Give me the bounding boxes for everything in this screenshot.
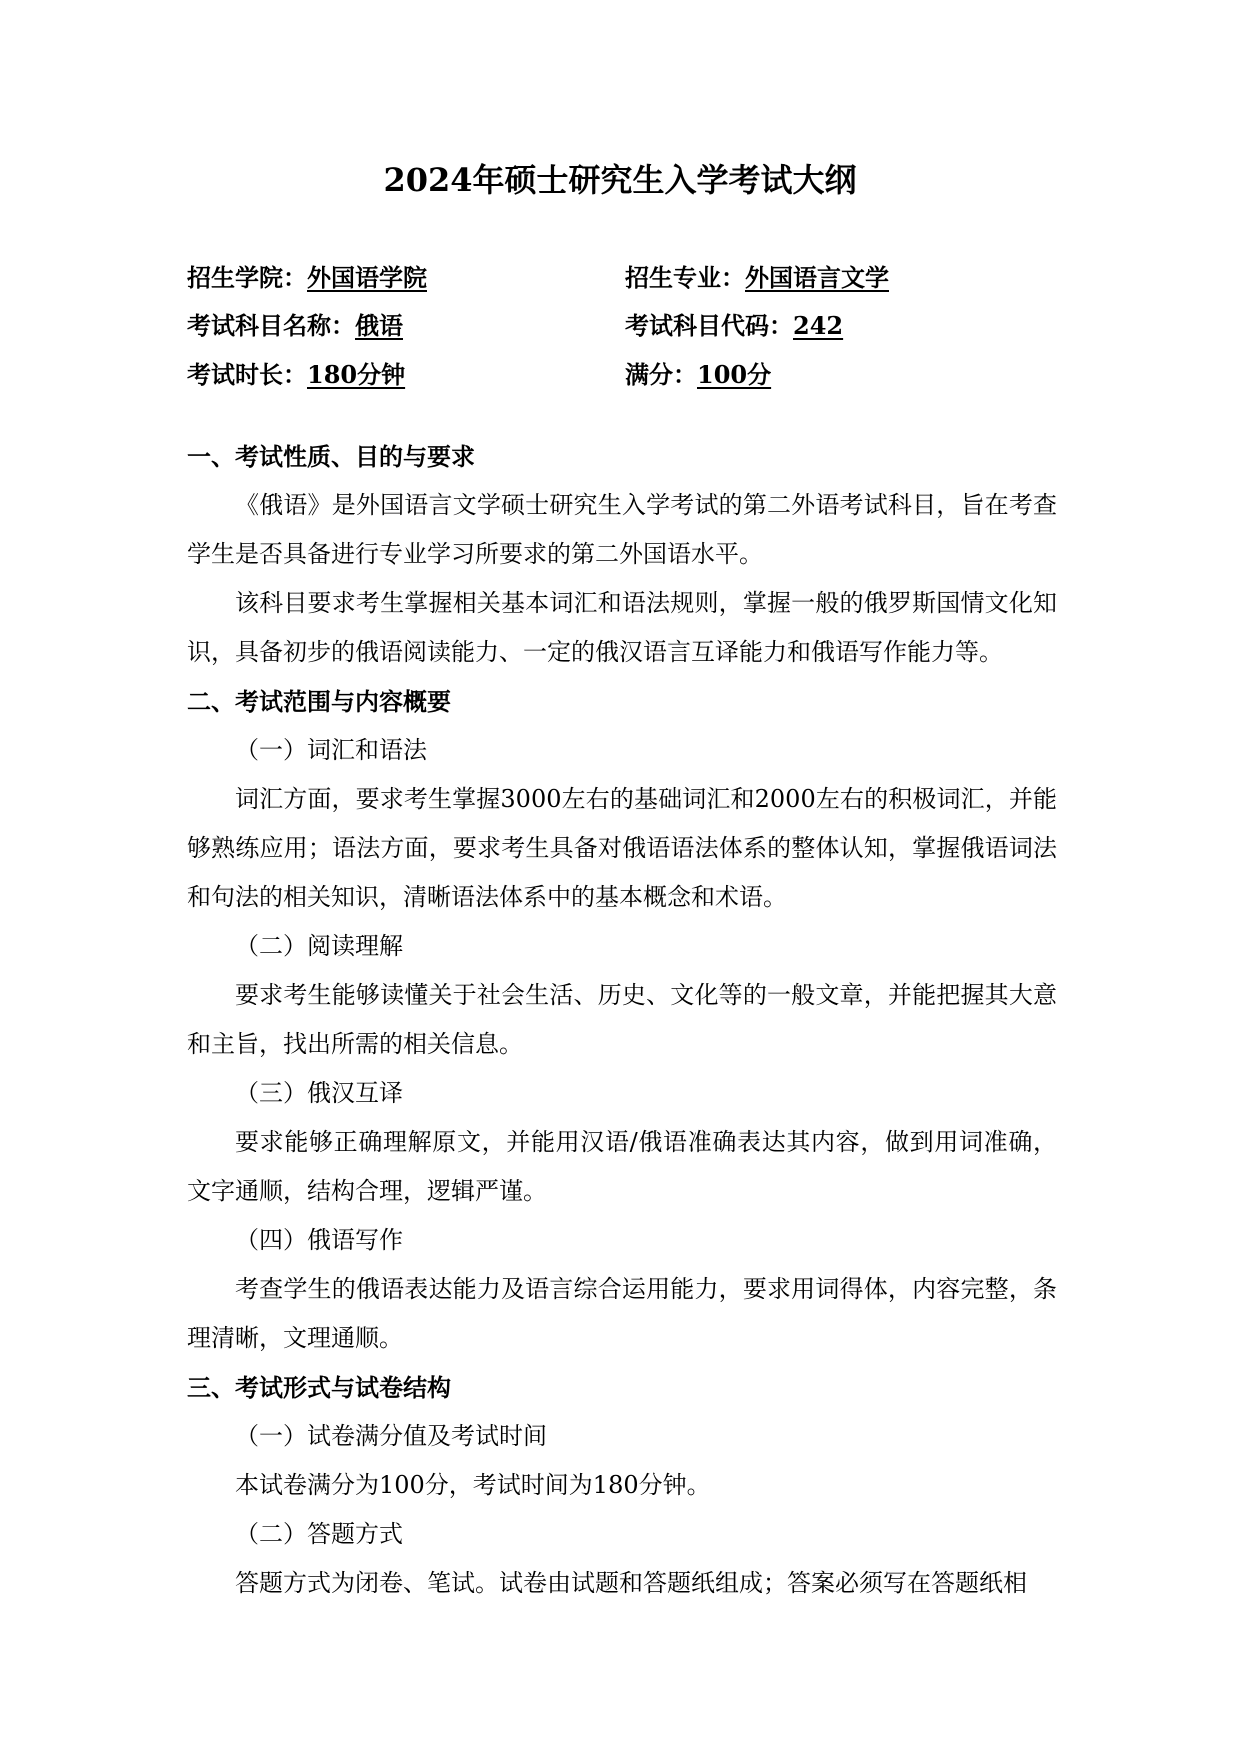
- college-label: 招生学院：: [187, 263, 307, 292]
- document-body: [187, 432, 1057, 1608]
- major-value: 外国语言文学: [745, 263, 889, 292]
- info-row-duration-score: [187, 355, 1067, 395]
- major-label: 招生专业：: [625, 263, 745, 292]
- section-heading-2: 二、考试范围与内容概要: [187, 687, 451, 716]
- subject-label: 考试科目名称：: [187, 311, 355, 340]
- duration-field: [187, 355, 405, 395]
- page-title: 2024年硕士研究生入学考试大纲: [383, 161, 857, 199]
- subject-field: [187, 306, 403, 346]
- major-field: [625, 258, 889, 298]
- section3-sub-heading-2: （二）答题方式: [235, 1520, 403, 1548]
- section3-sub-heading-1: （一）试卷满分值及考试时间: [235, 1422, 547, 1450]
- section3-paragraph-1: 本试卷满分为100分，考试时间为180分钟。: [235, 1471, 711, 1499]
- score-field: [625, 355, 771, 395]
- section2-paragraph-3: 要求能够正确理解原文，并能用汉语/俄语准确表达其内容，做到用词准确，文字通顺，结构合理，逻辑严谨。: [187, 1128, 1057, 1205]
- college-value: 外国语学院: [307, 263, 427, 292]
- code-field: [625, 306, 843, 346]
- code-label: 考试科目代码：: [625, 311, 793, 340]
- code-value: 242: [793, 311, 844, 340]
- section-heading-1: 一、考试性质、目的与要求: [187, 442, 475, 471]
- college-field: [187, 258, 427, 298]
- score-label: 满分：: [625, 360, 697, 389]
- section2-paragraph-1: 词汇方面，要求考生掌握3000左右的基础词汇和2000左右的积极词汇，并能够熟练应用；语法方面，要求考生具备对俄语语法体系的整体认知，掌握俄语词法和句法的相关知识，清晰语法体系中的基本概念和术语。: [187, 785, 1057, 911]
- section2-sub-heading-2: （二）阅读理解: [235, 932, 403, 960]
- duration-value: 180分钟: [307, 360, 406, 389]
- section2-paragraph-4: 考查学生的俄语表达能力及语言综合运用能力，要求用词得体，内容完整，条理清晰，文理通顺。: [187, 1275, 1057, 1352]
- section2-paragraph-2: 要求考生能够读懂关于社会生活、历史、文化等的一般文章，并能把握其大意和主旨，找出所需的相关信息。: [187, 981, 1057, 1058]
- section1-paragraph-1: 《俄语》是外国语言文学硕士研究生入学考试的第二外语考试科目，旨在考查学生是否具备进行专业学习所要求的第二外国语水平。: [187, 491, 1057, 568]
- score-value: 100分: [697, 360, 772, 389]
- section2-sub-heading-4: （四）俄语写作: [235, 1226, 403, 1254]
- section-heading-3: 三、考试形式与试卷结构: [187, 1373, 451, 1402]
- subject-value: 俄语: [355, 311, 403, 340]
- section1-paragraph-2: 该科目要求考生掌握相关基本词汇和语法规则，掌握一般的俄罗斯国情文化知识，具备初步的俄语阅读能力、一定的俄汉语言互译能力和俄语写作能力等。: [187, 589, 1057, 666]
- info-row-subject-code: [187, 306, 1067, 346]
- section3-paragraph-2: 答题方式为闭卷、笔试。试卷由试题和答题纸组成；答案必须写在答题纸相: [235, 1569, 1027, 1597]
- section2-sub-heading-1: （一）词汇和语法: [235, 736, 427, 764]
- section2-sub-heading-3: （三）俄汉互译: [235, 1079, 403, 1107]
- duration-label: 考试时长：: [187, 360, 307, 389]
- info-row-college-major: [187, 258, 1067, 298]
